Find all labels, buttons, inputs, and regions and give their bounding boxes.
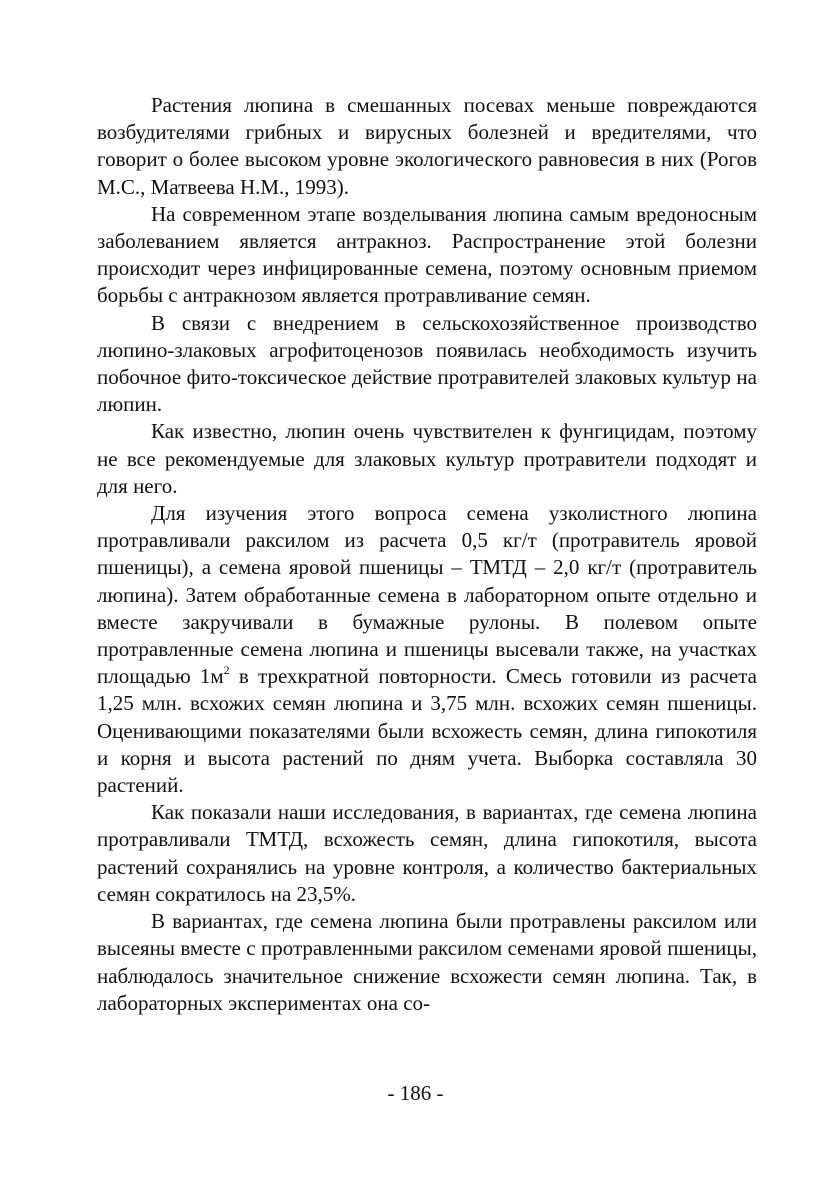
- page-number: - 186 -: [387, 1081, 444, 1105]
- paragraph-mixed-sowings: Растения люпина в смешанных посевах меньше повреждаются возбудителями грибных и вирусных болезней и вредителями, что говорит о более высоком уровне экологического равновесия в них (Рогов М.С., Матвеева Н.М., 1993).: [97, 93, 757, 199]
- paragraph-fungicide-sensitivity: Как известно, люпин очень чувствителен к фунгицидам, поэтому не все рекомендуемые для злаковых культур протравители подходят и для него.: [97, 419, 757, 498]
- paragraph-tmtd-results: Как показали наши исследования, в вариантах, где семена люпина протравливали ТМТД, всхожесть семян, длина гипокотиля, высота растений сохранялись на уровне контроля, а количество бактериальных семян сократилось на 23,5%.: [97, 800, 757, 906]
- document-page: [97, 92, 757, 1017]
- method-text-after: в трехкратной повторности. Смесь готовили из расчета 1,25 млн. всхожих семян люпина и 3,75 млн. всхожих семян пшеницы. Оценивающими показателями были всхожесть семян, длина гипокотиля и корня и высота растений по дням учета. Выборка составляла 30 растений.: [97, 664, 757, 798]
- paragraph-anthracnose: На современном этапе возделывания люпина самым вредоносным заболеванием является антракноз. Распространение этой болезни происходит через инфицированные семена, поэтому основным приемом борьбы с антракнозом является протравливание семян.: [97, 201, 757, 308]
- square-superscript: 2: [223, 663, 230, 678]
- method-text-before: Для изучения этого вопроса семена узколистного люпина протравливали раксилом из расчета 0,5 кг/т (протравитель яровой пшеницы), а семена яровой пшеницы – ТМТД – 2,0 кг/т (протравитель люпина). Затем обработанные семена в лабораторном опыте отдельно и вместе закручивали в бумажные рулоны. В полевом опыте протравленные семена люпина и пшеницы высевали также, на участках площадью 1м: [97, 501, 757, 689]
- paragraph-experiment-method: [97, 500, 757, 799]
- paragraph-agrophytocenoses: В связи с внедрением в сельскохозяйственное производство люпино-злаковых агрофитоценозов появилась необходимость изучить побочное фито-токсическое действие протравителей злаковых культур на люпин.: [97, 310, 757, 417]
- paragraph-raxil-results: В вариантах, где семена люпина были протравлены раксилом или высеяны вместе с протравленными раксилом семенами яровой пшеницы, наблюдалось значительное снижение всхожести семян люпина. Так, в лабораторных экспериментах она со-: [97, 909, 757, 1015]
